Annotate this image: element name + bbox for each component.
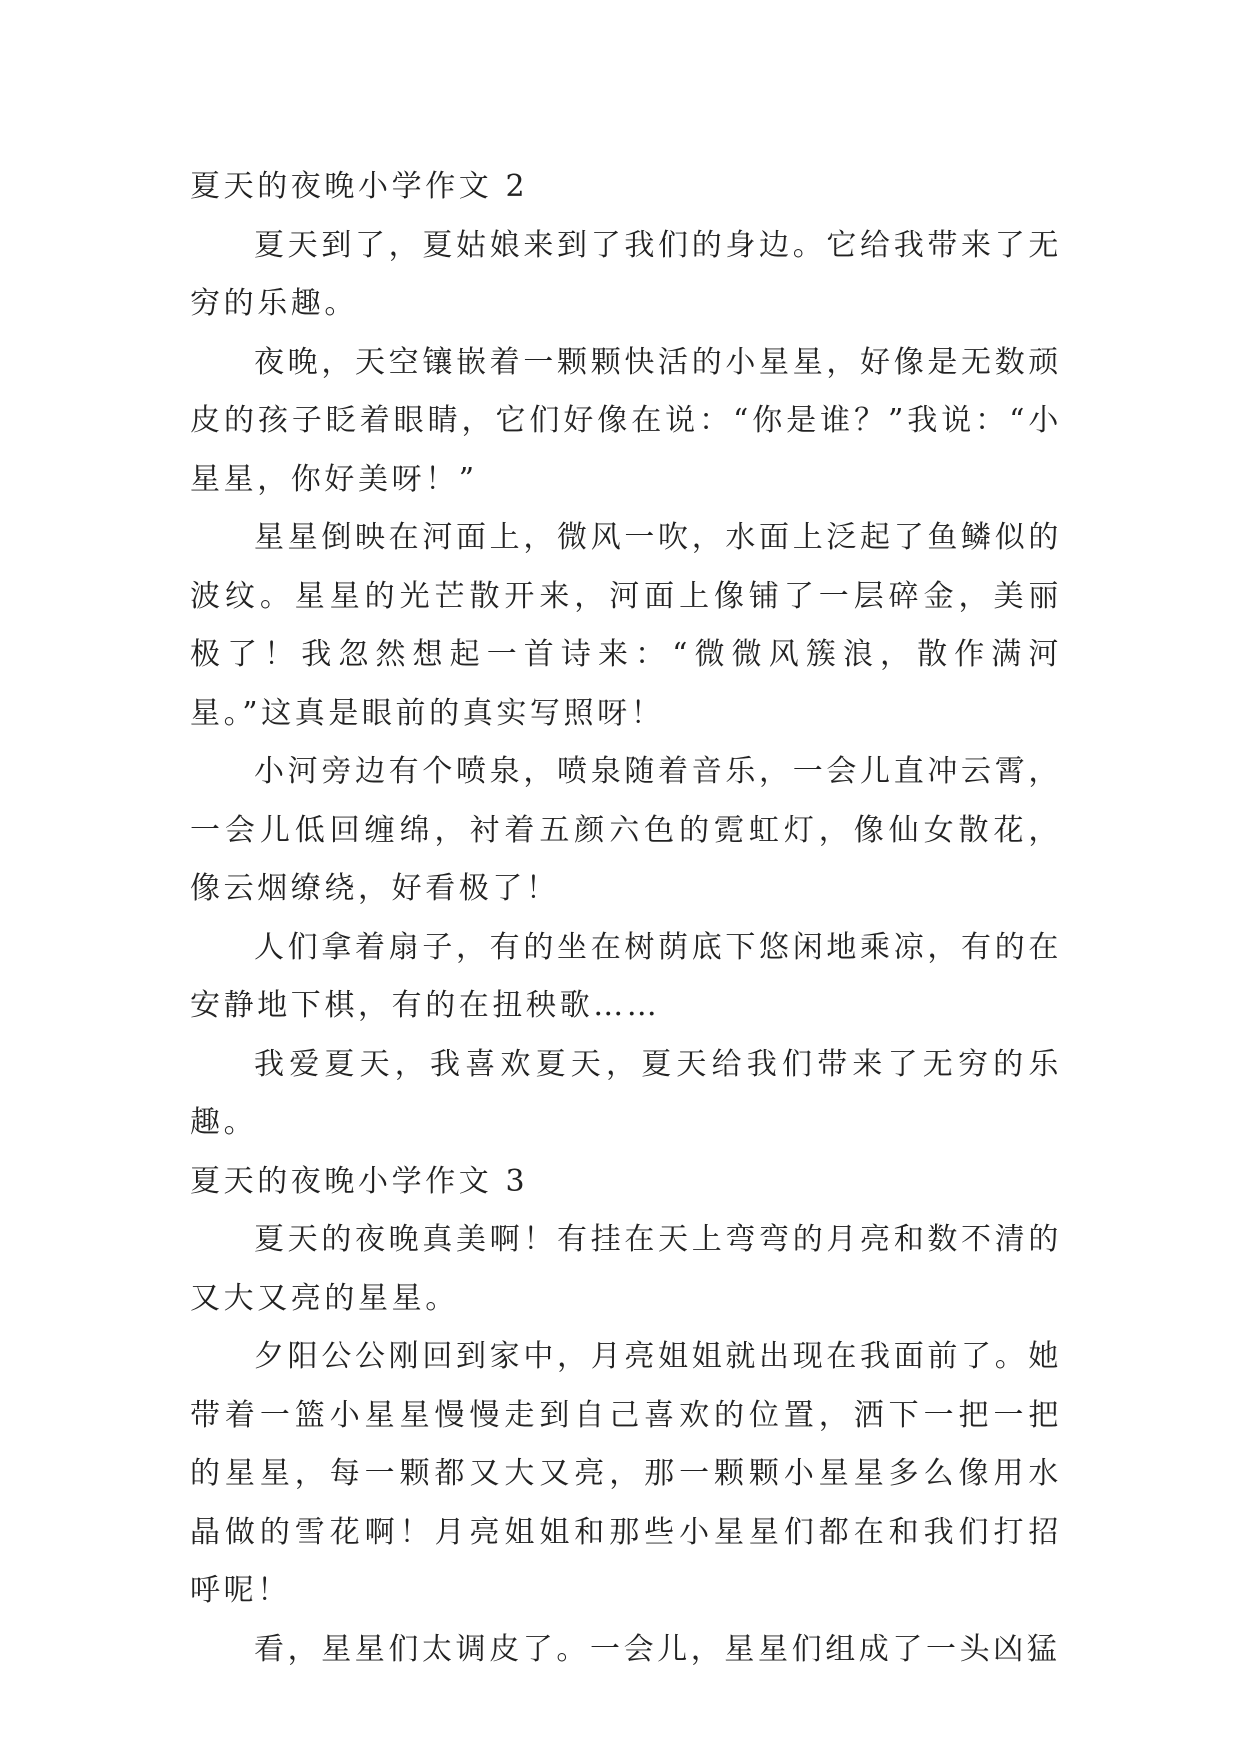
paragraph: 夏天的夜晚真美啊！有挂在天上弯弯的月亮和数不清的又大又亮的星星。 xyxy=(190,1222,1062,1316)
paragraph: 夏天到了，夏姑娘来到了我们的身边。它给我带来了无穷的乐趣。 xyxy=(190,227,1062,321)
paragraph: 我爱夏天，我喜欢夏天，夏天给我们带来了无穷的乐趣。 xyxy=(190,1046,1062,1140)
paragraph: 看，星星们太调皮了。一会儿，星星们组成了一头凶猛 xyxy=(254,1631,1061,1667)
paragraph: 星星倒映在河面上，微风一吹，水面上泛起了鱼鳞似的波纹。星星的光芒散开来，河面上像铺了一层碎金，美丽极了！我忽然想起一首诗来：“微微风簇浪，散作满河星。”这真是眼前的真实写照呀！ xyxy=(190,520,1062,731)
essay-title: 夏天的夜晚小学作文 2 xyxy=(190,169,529,204)
paragraph: 夕阳公公刚回到家中，月亮姐姐就出现在我面前了。她带着一篮小星星慢慢走到自己喜欢的位置，洒下一把一把的星星，每一颗都又大又亮，那一颗颗小星星多么像用水晶做的雪花啊！月亮姐姐和那些小星星们都在和我们打招呼呢！ xyxy=(190,1339,1062,1608)
document-body xyxy=(190,158,1062,1679)
paragraph: 小河旁边有个喷泉，喷泉随着音乐，一会儿直冲云霄，一会儿低回缠绵，衬着五颜六色的霓虹灯，像仙女散花，像云烟缭绕，好看极了！ xyxy=(190,754,1062,906)
paragraph: 夜晚，天空镶嵌着一颗颗快活的小星星，好像是无数顽皮的孩子眨着眼睛，它们好像在说：“你是谁？”我说：“小星星，你好美呀！” xyxy=(190,344,1062,497)
essay-title: 夏天的夜晚小学作文 3 xyxy=(190,1163,529,1199)
paragraph: 人们拿着扇子，有的坐在树荫底下悠闲地乘凉，有的在安静地下棋，有的在扭秧歌…… xyxy=(190,929,1062,1023)
